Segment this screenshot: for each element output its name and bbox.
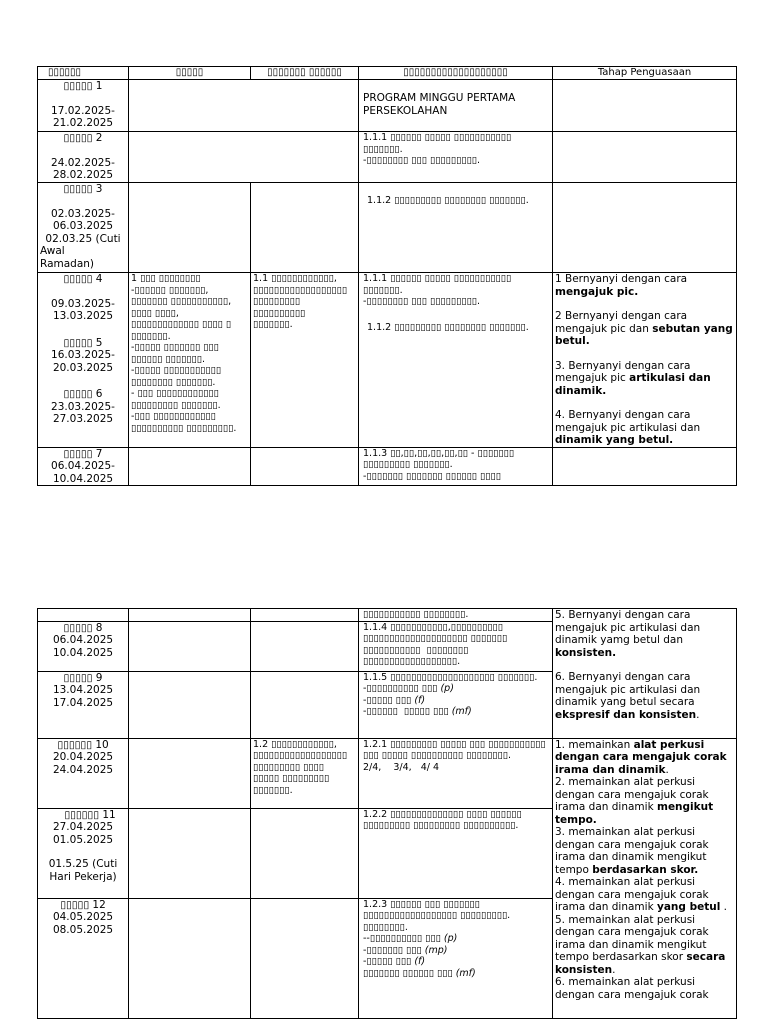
program-text: PERSEKOLAHAN [363, 104, 448, 117]
standard-pembelajaran-cell [359, 273, 553, 448]
sk-text: ▯▯▯▯▯▯▯▯▯ [253, 296, 301, 307]
week-date: 20.03.2025 [52, 361, 114, 374]
week-label: ▯▯▯▯▯ 7 [63, 447, 103, 460]
sk-text: ▯▯▯▯▯▯▯. [253, 319, 293, 330]
std-text: -▯▯▯▯▯▯▯▯ ▯▯▯ ▯▯▯▯▯▯▯▯▯. [363, 155, 481, 166]
dynamic-mark: (mf) [455, 967, 476, 979]
week-date: 10.04.2025 [52, 472, 114, 485]
empty-cell [251, 183, 359, 273]
standard-pembelajaran-cell [359, 738, 553, 808]
tahap-penguasaan-cell [553, 273, 737, 448]
std-text: ▯▯▯▯▯▯▯▯▯ ▯▯▯▯▯▯▯. [363, 459, 453, 470]
std-text: 2/4, 3/4, 4/ 4 [363, 761, 440, 773]
tajuk-text: -▯▯▯▯▯▯ ▯▯▯▯▯▯▯, [131, 284, 209, 296]
week-label: ▯▯▯▯▯ 1 [63, 80, 103, 92]
week-date: 06.03.2025 [52, 220, 114, 232]
std-text: ▯▯▯▯▯▯▯▯▯ ▯▯▯▯▯▯▯▯▯ ▯▯▯▯▯▯▯▯▯▯. [363, 820, 519, 831]
tajuk-text: ▯▯▯▯▯▯▯▯▯▯▯▯▯ ▯▯▯▯ ▯ [131, 319, 232, 330]
empty-cell [129, 898, 251, 1018]
tahap-penguasaan-cell [553, 609, 737, 739]
tahap-item: 5. memainkan alat perkusi dengan cara mengajuk corak irama dan dinamik mengikut tempo berdasarkan skor secara konsisten. [555, 913, 726, 976]
tajuk-text: ▯▯▯▯▯▯▯. [131, 330, 171, 342]
std-text: ▯▯▯▯▯▯▯▯▯▯▯ ▯▯▯▯▯▯▯▯. [363, 609, 469, 620]
rpt-table-2 [37, 608, 737, 1019]
tahap-item: 5. Bernyanyi dengan cara mengajuk pic artikulasi dan dinamik yamg betul dan konsisten. [555, 609, 701, 659]
empty-cell [251, 447, 359, 486]
table-row [38, 273, 737, 448]
week-note: Ramadan) [40, 257, 95, 270]
standard-pembelajaran-cell [359, 808, 553, 898]
tahap-item: 1 Bernyanyi dengan cara mengajuk pic. [555, 273, 688, 298]
std-text: -▯▯▯▯▯▯▯▯ ▯▯▯ ▯▯▯▯▯▯▯▯▯. [363, 296, 481, 307]
standard-pembelajaran-cell [359, 132, 553, 183]
sk-text: ▯▯▯▯▯▯▯▯▯▯ [253, 307, 306, 319]
empty-cell [553, 183, 737, 273]
week-cell [38, 738, 129, 808]
std-text: 1.1.2 ▯▯▯▯▯▯▯▯▯ ▯▯▯▯▯▯▯▯ ▯▯▯▯▯▯▯. [367, 321, 529, 333]
empty-cell [251, 671, 359, 738]
tahap-item: 6. Bernyanyi dengan cara mengajuk pic artikulasi dan dinamik yang betul secara ekspresif dan konsisten. [555, 671, 701, 721]
sk-text: ▯▯▯▯▯ ▯▯▯▯▯▯▯▯▯ [253, 773, 330, 784]
week-cell [38, 671, 129, 738]
std-text: ▯▯▯▯▯▯▯ ▯▯▯▯▯▯ ▯▯▯ [363, 967, 453, 979]
tahap-item: 4. Bernyanyi dengan cara mengajuk pic artikulasi dan dinamik yang betul. [555, 409, 701, 446]
week-date: 06.04.2025 [52, 634, 114, 646]
week-note: Hari Pekerja) [49, 870, 117, 883]
standard-pembelajaran-cell [359, 183, 553, 273]
table-row [38, 609, 737, 622]
std-text: 1.2.3 ▯▯▯▯▯▯ ▯▯▯ ▯▯▯▯▯▯▯ [363, 898, 480, 910]
std-text: ▯▯▯ ▯▯▯▯▯ ▯▯▯▯▯▯▯▯▯▯ ▯▯▯▯▯▯▯▯. [363, 750, 512, 761]
std-text: -▯▯▯▯▯▯ ▯▯▯▯▯ ▯▯▯ [363, 706, 449, 717]
tajuk-text: ▯▯▯▯ ▯▯▯▯, [131, 307, 179, 319]
empty-cell [129, 671, 251, 738]
week-date: 02.03.2025- [51, 207, 115, 220]
week-label: ▯▯▯▯▯ 6 [63, 388, 103, 400]
header-standard-kandungan: ▯▯▯▯▯▯▯ ▯▯▯▯▯▯ [251, 67, 359, 80]
std-text: 1.1.2 ▯▯▯▯▯▯▯▯▯ ▯▯▯▯▯▯▯▯ ▯▯▯▯▯▯▯. [367, 195, 529, 206]
table-row [38, 447, 737, 486]
week-label: ▯▯▯▯▯ 2 [63, 132, 103, 144]
week-date: 24.02.2025- [51, 156, 115, 169]
rpt-table-1 [37, 66, 737, 486]
week-cell [38, 80, 129, 132]
tajuk-text: -▯▯▯ ▯▯▯▯▯▯▯▯▯▯▯▯ [131, 411, 216, 422]
week-date: 17.02.2025- [51, 104, 115, 117]
week-date: 27.03.2025 [52, 413, 114, 425]
header-tajuk: ▯▯▯▯▯ [129, 67, 251, 80]
tahap-penguasaan-cell [553, 738, 737, 1018]
week-date: 13.03.2025 [52, 310, 114, 322]
tahap-item: 1. memainkan alat perkusi dengan cara mengajuk corak irama dan dinamik. [555, 738, 727, 776]
week-date: 17.04.2025 [52, 696, 114, 709]
tajuk-text: ▯▯▯▯▯▯▯ ▯▯▯▯▯▯▯▯▯▯▯, [131, 296, 232, 307]
empty-cell [553, 80, 737, 132]
week-date: 06.04.2025- [51, 460, 115, 472]
week-date: 27.04.2025 [52, 821, 114, 833]
week-label: ▯▯▯▯▯ 4 [63, 273, 103, 285]
week-label: ▯▯▯▯▯ 12 [60, 898, 106, 911]
empty-cell [129, 621, 251, 671]
week-date: 08.05.2025 [52, 923, 114, 936]
week-cell [38, 808, 129, 898]
empty-cell [129, 609, 251, 622]
week-label: ▯▯▯▯▯ 9 [63, 671, 103, 684]
table-row [38, 738, 737, 808]
std-text: -▯▯▯▯▯ ▯▯▯ [363, 694, 412, 706]
week-note: 02.03.25 (Cuti [45, 232, 121, 245]
std-text: ▯▯▯▯▯▯▯▯▯▯▯ ▯▯▯▯▯▯▯▯ [363, 644, 469, 656]
table-row [38, 80, 737, 132]
sk-text: 1.1 ▯▯▯▯▯▯▯▯▯▯▯▯, [253, 273, 337, 284]
standard-pembelajaran-cell [359, 898, 553, 1018]
empty-cell [129, 808, 251, 898]
tahap-item: 2. memainkan alat perkusi dengan cara mengajuk corak irama dan dinamik mengikut tempo. [555, 776, 714, 826]
program-cell [359, 80, 553, 132]
tajuk-text: -▯▯▯▯▯ ▯▯▯▯▯▯▯▯▯▯▯ [131, 365, 222, 376]
std-text: 1.1.1 ▯▯▯▯▯▯ ▯▯▯▯▯ ▯▯▯▯▯▯▯▯▯▯▯ [363, 273, 512, 284]
empty-cell [129, 447, 251, 486]
week-date: 10.04.2025 [52, 646, 114, 659]
week-label: ▯▯▯▯▯▯ 10 [57, 738, 109, 751]
std-text: -▯▯▯▯▯▯▯ ▯▯▯▯▯▯▯ ▯▯▯▯▯▯ ▯▯▯▯ [363, 470, 501, 482]
empty-cell [553, 132, 737, 183]
std-text: ▯▯▯▯▯▯▯. [363, 143, 403, 155]
standard-pembelajaran-cell [359, 447, 553, 486]
tahap-item: 6. memainkan alat perkusi dengan cara mengajuk corak [555, 976, 709, 1001]
week-date: 20.04.2025 [52, 751, 114, 763]
week-date: 21.02.2025 [52, 117, 114, 129]
std-text: ▯▯▯▯▯▯▯▯▯▯▯▯▯▯▯▯▯▯▯▯ ▯▯▯▯▯▯▯ [363, 633, 508, 644]
week-date: 09.03.2025- [51, 297, 115, 310]
tahap-item: 3. Bernyanyi dengan cara mengajuk pic artikulasi dan dinamik. [555, 359, 711, 397]
week-date: 28.02.2025 [52, 169, 114, 181]
std-text: ▯▯▯▯▯▯▯▯▯▯▯▯▯▯▯▯▯▯. [363, 656, 461, 667]
tajuk-text: - ▯▯▯ ▯▯▯▯▯▯▯▯▯▯▯▯ [131, 388, 219, 399]
header-minggu: ▯▯▯▯▯▯ [38, 67, 129, 80]
header-tahap-penguasaan: Tahap Penguasaan [553, 67, 737, 80]
empty-cell [251, 609, 359, 622]
sk-text: ▯▯▯▯▯▯▯▯▯▯▯▯▯▯▯▯▯▯ [253, 750, 348, 761]
week-cell [38, 183, 129, 273]
tajuk-text: ▯▯▯▯▯▯▯▯ ▯▯▯▯▯▯▯. [131, 376, 216, 388]
tajuk-text: ▯▯▯▯▯▯▯▯▯▯ ▯▯▯▯▯▯▯▯▯. [131, 422, 237, 434]
empty-cell [251, 621, 359, 671]
std-text: 1.2.1 ▯▯▯▯▯▯▯▯▯ ▯▯▯▯▯ ▯▯▯ ▯▯▯▯▯▯▯▯▯▯▯ [363, 738, 546, 750]
tajuk-text: 1 ▯▯▯ ▯▯▯▯▯▯▯▯ [131, 273, 201, 284]
standard-kandungan-cell [251, 273, 359, 448]
week-cell [38, 273, 129, 448]
week-note: Awal [40, 245, 65, 257]
empty-cell [251, 898, 359, 1018]
week-cell [38, 621, 129, 671]
sk-text: ▯▯▯▯▯▯▯. [253, 784, 293, 796]
tajuk-text: ▯▯▯▯▯▯▯▯▯ ▯▯▯▯▯▯▯. [131, 399, 221, 411]
week-label: ▯▯▯▯▯ 5 [63, 336, 103, 349]
dynamic-mark: (mp) [424, 944, 448, 956]
week-date: 04.05.2025 [52, 911, 114, 923]
week-label: ▯▯▯▯▯ 8 [63, 621, 103, 634]
sk-text: ▯▯▯▯▯▯▯▯▯ ▯▯▯▯ [253, 761, 324, 773]
std-text: ▯▯▯▯▯▯▯. [363, 284, 403, 296]
standard-pembelajaran-cell [359, 621, 553, 671]
std-text: -▯▯▯▯▯ ▯▯▯ [363, 956, 412, 967]
table-row [38, 183, 737, 273]
sk-text: ▯▯▯▯▯▯▯▯▯▯▯▯▯▯▯▯▯▯ [253, 284, 348, 296]
week-label: ▯▯▯▯▯▯ 11 [64, 808, 116, 821]
std-text: 1.1.3 ▯▯,▯▯,▯▯,▯▯,▯▯,▯▯ - ▯▯▯▯▯▯▯ [363, 447, 515, 459]
dynamic-mark: (f) [414, 694, 426, 706]
tajuk-cell [129, 273, 251, 448]
week-date: 13.04.2025 [52, 684, 114, 696]
dynamic-mark: (f) [414, 956, 426, 967]
standard-pembelajaran-cell [359, 671, 553, 738]
dynamic-mark: (mf) [451, 706, 472, 717]
tahap-item: 4. memainkan alat perkusi dengan cara mengajuk corak irama dan dinamik yang betul . [555, 876, 727, 913]
week-date: 16.03.2025- [51, 349, 115, 361]
std-text: --▯▯▯▯▯▯▯▯▯▯ ▯▯▯ [363, 933, 441, 944]
std-text: 1.1.1 ▯▯▯▯▯▯ ▯▯▯▯▯ ▯▯▯▯▯▯▯▯▯▯▯ [363, 132, 512, 143]
standard-pembelajaran-cell [359, 609, 553, 622]
empty-cell [129, 132, 359, 183]
std-text: -▯▯▯▯▯▯▯▯▯▯ ▯▯▯ [363, 683, 438, 694]
week-date: 23.03.2025- [51, 400, 115, 413]
empty-cell [129, 183, 251, 273]
empty-cell [129, 738, 251, 808]
std-text: 1.1.5 ▯▯▯▯▯▯▯▯▯▯▯▯▯▯▯▯▯▯▯▯ ▯▯▯▯▯▯▯. [363, 671, 538, 683]
std-text: -▯▯▯▯▯▯▯ ▯▯▯ [363, 944, 422, 956]
tahap-item: 2 Bernyanyi dengan cara mengajuk pic dan sebutan yang betul. [555, 310, 733, 347]
table-row [38, 132, 737, 183]
empty-cell [251, 808, 359, 898]
sk-text: 1.2 ▯▯▯▯▯▯▯▯▯▯▯▯, [253, 738, 337, 750]
std-text: 1.2.2 ▯▯▯▯▯▯▯▯▯▯▯▯▯▯ ▯▯▯▯ ▯▯▯▯▯▯ [363, 808, 522, 820]
tahap-item: 3. memainkan alat perkusi dengan cara mengajuk corak irama dan dinamik mengikut tempo berdasarkan skor. [555, 826, 709, 876]
tajuk-text: -▯▯▯▯▯ ▯▯▯▯▯▯▯ ▯▯▯ [131, 342, 219, 353]
standard-kandungan-cell [251, 738, 359, 808]
header-standard-pembelajaran: ▯▯▯▯▯▯▯▯▯▯▯▯▯▯▯▯▯▯▯ [359, 67, 553, 80]
dynamic-mark: (p) [443, 933, 458, 944]
header-row [38, 67, 737, 80]
week-cell [38, 898, 129, 1018]
empty-cell [129, 80, 359, 132]
empty-cell [38, 609, 129, 622]
week-cell [38, 132, 129, 183]
week-date: 01.05.2025 [52, 833, 114, 846]
tajuk-text: ▯▯▯▯▯▯ ▯▯▯▯▯▯▯. [131, 353, 206, 365]
week-label: ▯▯▯▯▯ 3 [63, 183, 103, 195]
std-text: 1.1.4 ▯▯▯▯▯▯▯▯▯▯▯,▯▯▯▯▯▯▯▯▯▯ [363, 621, 503, 633]
program-text: PROGRAM MINGGU PERTAMA [363, 92, 516, 104]
week-note: 01.5.25 (Cuti [48, 858, 118, 870]
week-cell [38, 447, 129, 486]
std-text: ▯▯▯▯▯▯▯▯▯▯▯▯▯▯▯▯▯▯ ▯▯▯▯▯▯▯▯▯. ▯▯▯▯▯▯▯▯. [363, 910, 514, 933]
empty-cell [553, 447, 737, 486]
week-date: 24.04.2025 [52, 763, 114, 776]
dynamic-mark: (p) [440, 683, 454, 694]
